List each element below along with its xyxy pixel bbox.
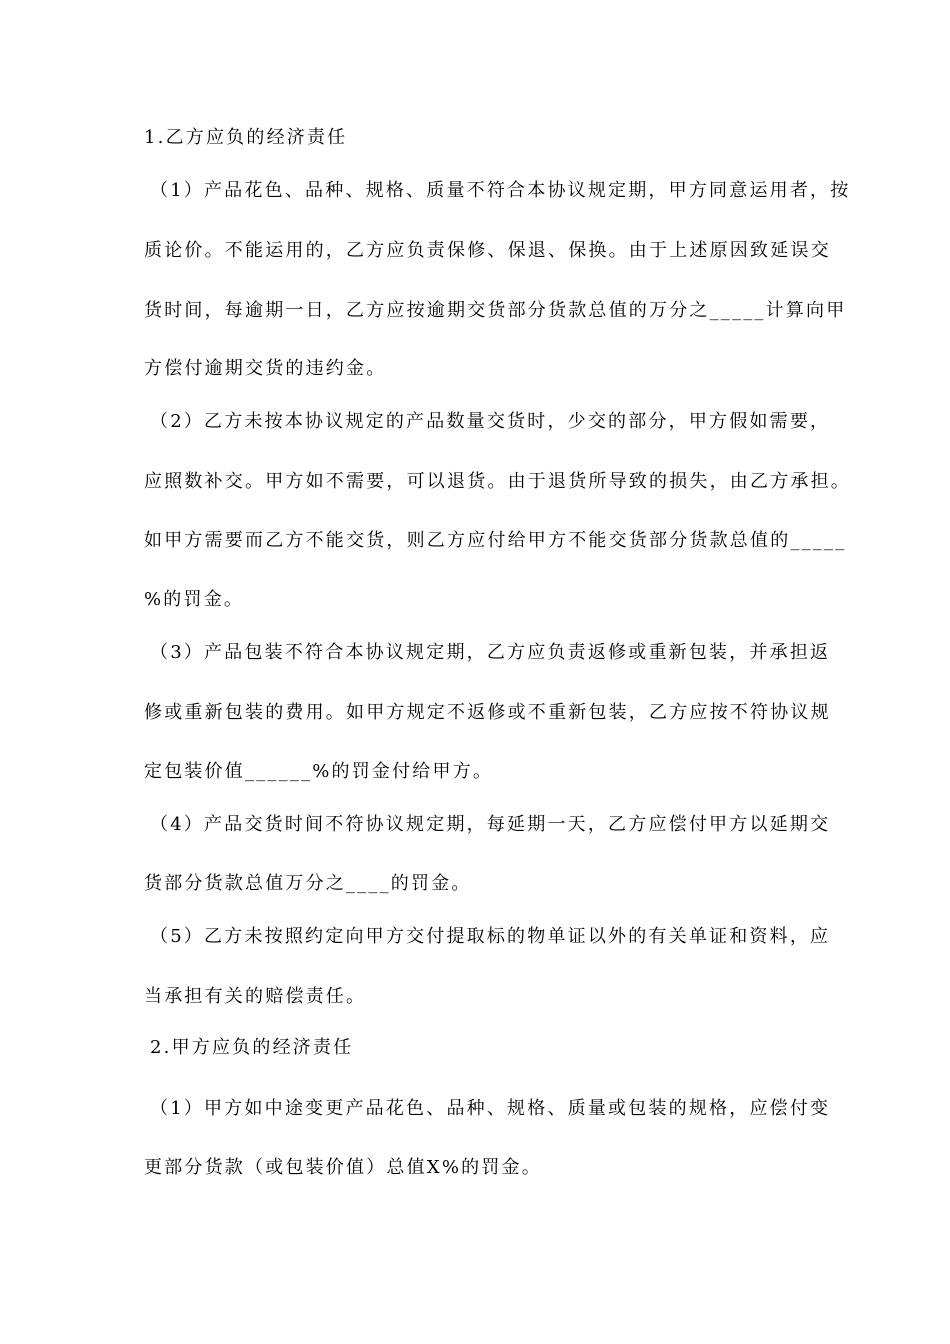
paragraph-line: （1）甲方如中途变更产品花色、品种、规格、质量或包装的规格，应偿付变 [150,1098,831,1119]
paragraph-line: 货部分货款总值万分之____的罚金。 [144,873,472,894]
paragraph-line: 定包装价值______%的罚金付给甲方。 [144,761,494,782]
paragraph-line: （5）乙方未按照约定向甲方交付提取标的物单证以外的有关单证和资料，应 [150,926,831,947]
section-heading-2: 2.甲方应负的经济责任 [150,1037,354,1058]
paragraph-line: %的罚金。 [144,589,245,610]
paragraph-line: 如甲方需要而乙方不能交货，则乙方应付给甲方不能交货部分货款总值的_____ [144,530,847,551]
paragraph-line: （2）乙方未按本协议规定的产品数量交货时，少交的部分，甲方假如需要， [150,411,831,432]
paragraph-line: 应照数补交。甲方如不需要，可以退货。由于退货所导致的损失，由乙方承担。 [144,471,851,492]
paragraph-line: 货时间，每逾期一日，乙方应按逾期交货部分货款总值的万分之_____计算向甲 [144,300,847,321]
paragraph-line: 更部分货款（或包装价值）总值X%的罚金。 [144,1157,542,1178]
paragraph-line: （1）产品花色、品种、规格、质量不符合本协议规定期，甲方同意运用者，按 [150,180,851,201]
paragraph-line: （4）产品交货时间不符协议规定期，每延期一天，乙方应偿付甲方以延期交 [150,814,831,835]
paragraph-line: 质论价。不能运用的，乙方应负责保修、保退、保换。由于上述原因致延误交 [144,240,831,261]
paragraph-line: 方偿付逾期交货的违约金。 [144,358,387,379]
paragraph-line: 修或重新包装的费用。如甲方规定不返修或不重新包装，乙方应按不符协议规 [144,702,831,723]
section-heading-1: 1.乙方应负的经济责任 [144,127,348,148]
paragraph-line: （3）产品包装不符合本协议规定期，乙方应负责返修或重新包装，并承担返 [150,642,831,663]
paragraph-line: 当承担有关的赔偿责任。 [144,986,367,1007]
